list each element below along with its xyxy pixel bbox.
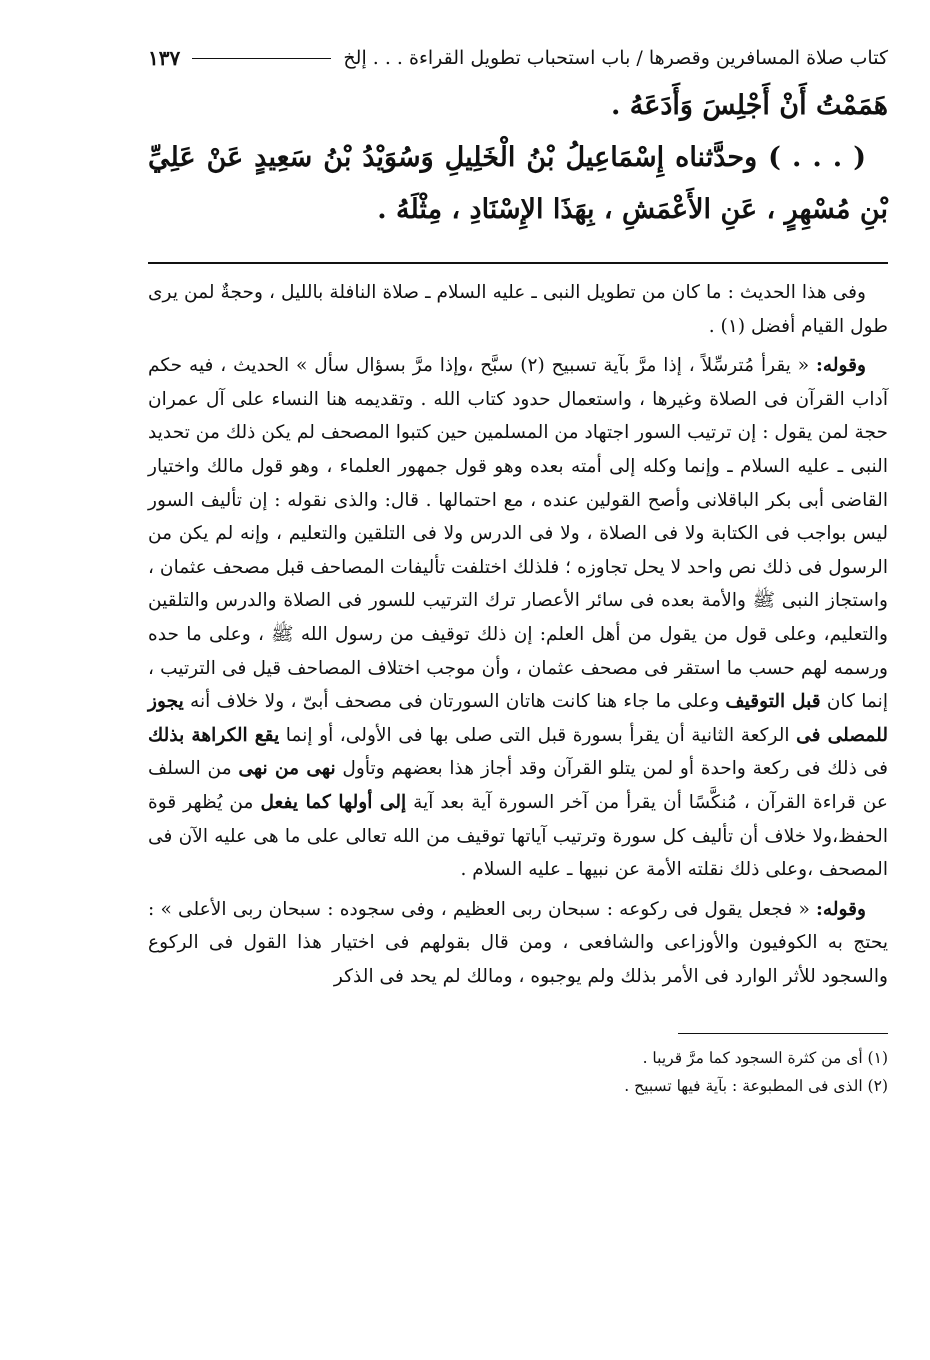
- running-title: كتاب صلاة المسافرين وقصرها / باب استحباب تطويل القراءة . . . إلخ: [343, 47, 888, 69]
- hadith-text: [148, 80, 888, 236]
- emphasis-text: يقع الكراهة بذلك: [148, 724, 280, 746]
- header-rule: [192, 58, 331, 59]
- page-number: ١٣٧: [148, 46, 181, 70]
- commentary-text: الركعة الثانية أن يقرأ بسورة قبل التى صلى بها فى الأولى، أو إنما: [279, 724, 797, 746]
- main-divider: [148, 262, 888, 264]
- commentary-text: فى ذلك فى ركعة واحدة أو لمن يتلو القرآن وقد أجاز هذا بعضهم وتأول: [335, 758, 888, 780]
- emphasis-text: نهى من نهى: [238, 758, 336, 780]
- commentary-text: من يُظهر قوة الحفظ،ولا خلاف أن تأليف كل سورة وترتيب آياتها توقيف من الله تعالى على ما هى عليه الآن فى المصحف ،وعلى ذلك نقلته الأمة عن نبيها ـ عليه السلام .: [148, 791, 888, 881]
- commentary-text: « فجعل يقول فى ركوعه : سبحان ربى العظيم ، وفى سجوده : سبحان ربى الأعلى » : يحتج به الكوفيون والأوزاعى والشافعى ، ومن قال بقولهم فى اختيار هذا القول فى الركوع والسجود للأثر الوارد فى الأمر بذلك ولم يوجبوه ، ومالك لم يحد فى الذكر: [148, 898, 888, 987]
- hadith-isnad: ( . . . ) وحدَّثناه إِسْمَاعِيلُ بْنُ الْخَلِيلِ وَسُوَيْدُ بْنُ سَعِيدٍ عَنْ عَلِيِّ بْنِ مُسْهِرٍ ، عَنِ الأَعْمَشِ ، بِهَذَا الإِسْنَادِ ، مِثْلَهُ .: [148, 142, 888, 225]
- footnote-divider: [678, 1033, 888, 1034]
- commentary-text: « يقرأ مُترسِّلاً ، إذا مرَّ بآية تسبيح (٢) سبَّح ،وإذا مرَّ بسؤال سأل » الحديث ، فيه حكم آداب القرآن فى الصلاة وغيرها ، واستعمال حدود كتاب الله . وتقديمه هنا النساء على آل عمران حجة لمن يقول : إن ترتيب السور اجتهاد من المسلمين حين كتبوا المصحف لم يكن ذلك من تحديد النبى ـ عليه السلام ـ وإنما وكله إلى أمته بعده وهو قول جمهور العلماء ، وهو قول مالك واختيار القاضى أبى بكر الباقلانى وأصح القولين عنده ، مع احتمالها . قال: والذى نقوله : إن تأليف السور ليس بواجب فى الكتابة ولا فى الصلاة ، ولا فى الدرس ولا فى التلقين والتعليم ، وإنه لم يكن من الرسول فى ذلك نص واحد لا يحل تجاوزه ؛ فلذلك اختلفت تأليفات المصاحف قبل مصحف عثمان ، واستجاز النبى ﷺ والأمة بعده فى سائر الأعصار ترك الترتيب للسور فى الصلاة والدرس والتلقين والتعليم، وعلى قول من يقول من أهل العلم: إن ذلك توقيف من رسول الله ﷺ ، وعلى ما حده ورسمه لهم حسب ما استقر فى مصحف عثمان ، وأن موجب اختلاف المصاحف قيل فى الترتيب ، إنما كان: [148, 355, 888, 713]
- commentary-paragraph: [148, 349, 888, 887]
- emphasis-text: قبل التوقيف: [725, 691, 821, 713]
- hadith-line: هَمَمْتُ أَنْ أَجْلِسَ وَأَدَعَهُ .: [610, 90, 888, 121]
- commentary-text: من السلف عن قراءة القرآن ، مُنكَّسًا أن يقرأ من آخر السورة آية بعد آية: [148, 758, 889, 813]
- emphasis-text: يجوز للمصلى فى: [148, 691, 888, 746]
- running-header: [148, 40, 888, 76]
- lemma-label: وقوله:: [816, 898, 866, 920]
- lemma-label: وقوله:: [816, 355, 867, 377]
- commentary-paragraph: وفى هذا الحديث : ما كان من تطويل النبى ـ عليه السلام ـ صلاة النافلة بالليل ، وحجةٌ لمن يرى طول القيام أفضل (١) .: [148, 282, 888, 337]
- commentary-paragraph: [148, 893, 888, 994]
- commentary: [148, 276, 888, 993]
- book-page: [148, 40, 888, 1330]
- footnote-item: (٢) الذى فى المطبوعة : بآية فيها تسبيح .: [624, 1077, 888, 1096]
- footnotes: [148, 1044, 888, 1100]
- footnote-item: (١) أى من كثرة السجود كما مرَّ قريبا .: [642, 1049, 888, 1068]
- emphasis-text: إلى أولها كما يفعل: [260, 791, 407, 813]
- commentary-text: وعلى ما جاء هنا كانت هاتان السورتان فى مصحف أبىّ ، ولا خلاف أنه: [183, 691, 726, 713]
